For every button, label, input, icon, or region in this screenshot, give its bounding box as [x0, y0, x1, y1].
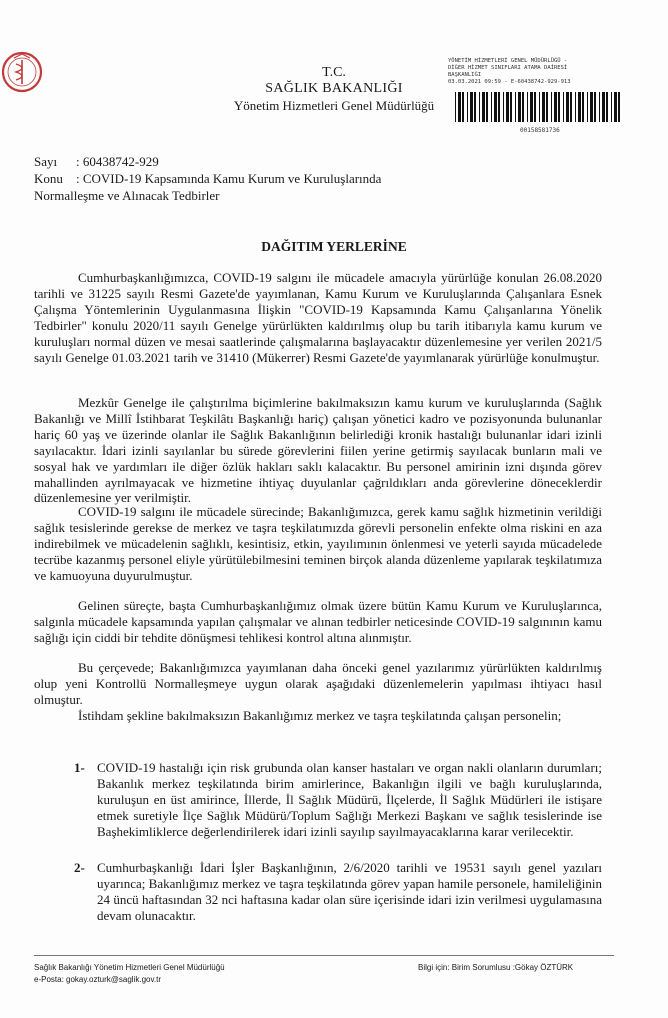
konu-label: Konu [34, 171, 63, 186]
stamp-line: BAŞKANLIĞI [448, 72, 482, 78]
footer-contact: Bilgi için: Birim Sorumlusu :Gökay ÖZTÜRK [418, 963, 574, 972]
footer-email: e-Posta: gokay.ozturk@saglik.gov.tr [34, 975, 161, 984]
header-tc: T.C. [322, 65, 346, 80]
barcode-image [455, 92, 625, 122]
footer-divider [34, 955, 614, 956]
paragraph-6: İstihdam şekline bakılmaksızın Bakanlığımız merkez ve taşra teşkilatında çalışan personelin; [78, 708, 562, 723]
konu-value: : COVID-19 Kapsamında Kamu Kurum ve Kuruluşlarında [76, 171, 382, 186]
paragraph-1: Cumhurbaşkanlığımızca, COVID-19 salgını ile mücadele amacıyla yürürlüğe konulan 26.08.2020 tarihli ve 31225 sayılı Resmi Gazete'de yayımlanan, Kamu Kurum ve Kuruluşlarında Çalışanlara Esnek Çalışma Yöntemlerinin Uygulanmasına İlişkin "COVID-19 Kapsamında Kamu Çalışanlarına Yönelik Tedbirler" konulu 2020/11 sayılı Genelge yürürlükten kaldırılmış olup bu tarih itibarıyla kamu kurum ve kuruluşları normal düzen ve mesai saatlerinde çalışmalarına başlayacaktır düzenlemesine yer verilen 2021/5 sayılı Genelge 01.03.2021 tarih ve 31410 (Mükerrer) Resmi Gazete'de yayımlanarak yürürlüğe konulmuştur. [34, 270, 602, 365]
document-title: DAĞITIM YERLERİNE [261, 239, 407, 254]
paragraph-2: Mezkûr Genelge ile çalıştırılma biçimlerine bakılmaksızın kamu kurum ve kuruluşlarında (Sağlık Bakanlığı ve Millî İstihbarat Teşkilâtı Başkanlığı hariç) çalışan yönetici kadro ve pozisyonunda bulunanlar hariç 60 yaş ve üzerinde olanlar ile Sağlık Bakanlığının belirlediği kronik hastalığı bulunanlar idari izinli sayılacaktır. İdari izinli sayılanlar bu sürede görevlerini fiilen yerine getirmiş sayılacak bunların mali ve sosyal hak ve yardımları ile diğer özlük hakları saklı kalacaktır. Bu personel amirinin izni dışında görev mahallinden ayrılmayacak ve hizmetine ihtiyaç duyulanlar çağrıldıkları anda görevlerine döneceklerdir düzenlemesine yer verilmiştir. [34, 395, 602, 506]
konu-row [34, 171, 381, 187]
list-text: COVID-19 hastalığı için risk grubunda olan kanser hastaları ve organ nakli olanların durumları; Bakanlık merkez teşkilatında birim amirlerince, Bakanlığın ilgili ve bağlı kuruluşlarında, kuruluşun en üst amirince, İllerde, İl Sağlık Müdürü, İlçelerde, İl Sağlık Müdürleri ile istişare etmek suretiyle İlçe Sağlık Müdürü/Toplum Sağlığı Merkezi Başkanı ve sağlık tesislerinde ise Başhekimliklerce değerlendirilerek idari izinli sayılıp sayılmayacaklarına karar verilecektir. [97, 760, 602, 839]
sayi-value: : 60438742-929 [76, 154, 159, 169]
list-text: Cumhurbaşkanlığı İdari İşler Başkanlığının, 2/6/2020 tarihli ve 19531 sayılı genel yazıları uyarınca; Bakanlığımız merkez ve taşra teşkilatında görev yapan hamile personele, hamileliğinin 24 üncü haftasından 32 nci haftasına kadar olan süre içerisinde idari izin verilmesi uygulamasına devam olunacaktır. [97, 860, 602, 923]
stamp-line: YÖNETİM HİZMETLERİ GENEL MÜDÜRLÜĞÜ - [448, 58, 568, 64]
footer-institution: Sağlık Bakanlığı Yönetim Hizmetleri Genel Müdürlüğü [34, 963, 225, 972]
stamp-line: 03.03.2021 09:59 - E-60438742-929-913 [448, 79, 571, 85]
stamp-line: DİĞER HİZMET SINIFLARI ATAMA DAİRESİ [448, 65, 568, 71]
konu-continuation: Normalleşme ve Alınacak Tedbirler [34, 188, 220, 203]
list-item [34, 760, 602, 840]
barcode-number: 00158581736 [520, 127, 560, 134]
paragraph-5: Bu çerçevede; Bakanlığımızca yayımlanan daha önceki genel yazılarımız yürürlükten kaldırılmış olup yeni Kontrollü Normalleşmeye uygun olarak aşağıdaki düzenlemelerin yapılması ihtiyacı hasıl olmuştur. [34, 660, 602, 707]
header-ministry: SAĞLIK BAKANLIĞI [265, 81, 403, 96]
header-directorate: Yönetim Hizmetleri Genel Müdürlüğü [233, 98, 435, 113]
sayi-label: Sayı [34, 154, 58, 169]
sayi-row [34, 154, 159, 170]
paragraph-4: Gelinen süreçte, başta Cumhurbaşkanlığımız olmak üzere bütün Kamu Kurum ve Kuruluşlarınca, salgınla mücadele kapsamında yapılan çalışmalar ve alınan tedbirler neticesinde COVID-19 salgınının kamu sağlığı için ciddi bir tehdite dönüşmesi tehlikesi kontrol altına alınmıştır. [34, 598, 602, 645]
registry-stamp [448, 58, 638, 86]
list-number: 1- [74, 760, 85, 775]
list-item [34, 860, 602, 924]
paragraph-3: COVID-19 salgını ile mücadele sürecinde; Bakanlığımızca, gerek kamu sağlık hizmetinin verildiği sağlık tesislerinde gerekse de merkez ve taşra teşkilatımızda görevli personelin enfekte olma riskini en aza indirebilmek ve mücadelenin sağlıklı, kesintisiz, etkin, yayılımının önlenmesi ve yeterli sayıda mücadelede tecrübe kazanmış personel eliyle yürütülebilmesini teminen birçok alanda düzenleme yapılarak teşkilatımıza ve kamuoyuna duyurulmuştur. [34, 504, 602, 583]
list-number: 2- [74, 860, 85, 875]
